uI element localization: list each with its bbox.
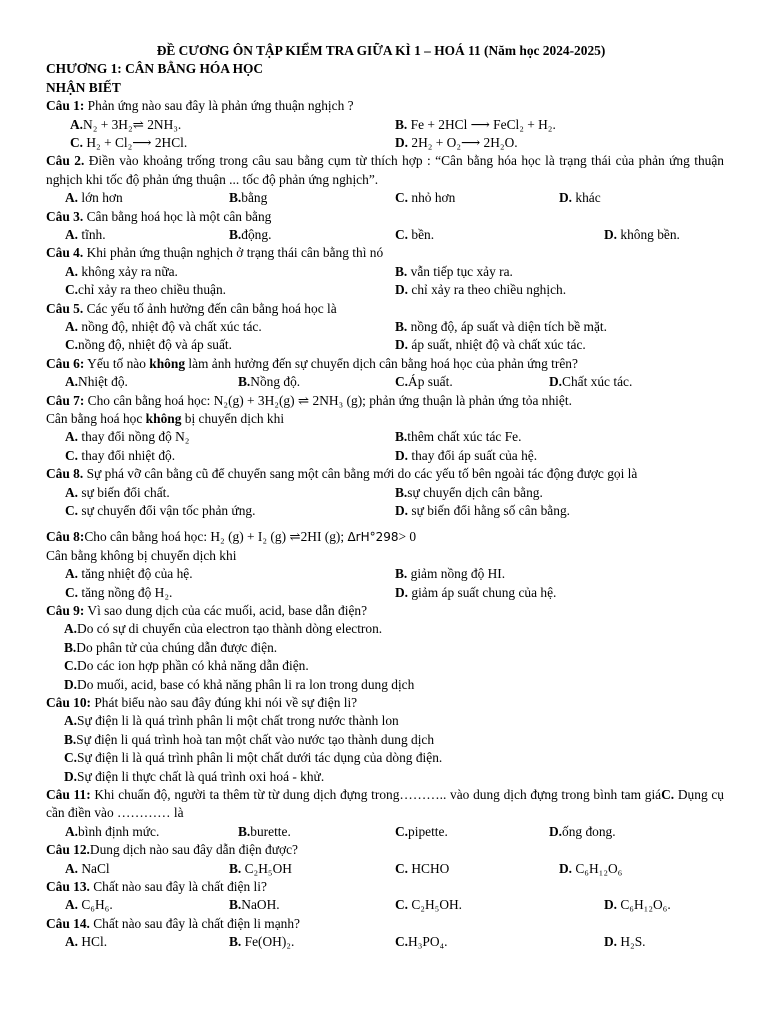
option-d-text: C₆H₁₂O₆	[572, 860, 623, 876]
option-d-label: D.	[395, 447, 409, 463]
option-a-text: tăng nhiệt độ của hệ.	[78, 566, 193, 582]
option-a-text: tĩnh.	[78, 227, 106, 243]
question-label: Câu 9:	[46, 602, 85, 618]
option-c-label: C.	[65, 447, 79, 463]
option-c-text: H₃PO₄.	[408, 934, 448, 950]
option-d-text: không bền.	[617, 227, 680, 243]
option-c-text: nồng độ, nhiệt độ và áp suất.	[78, 337, 232, 353]
option-a-label: A.	[65, 190, 79, 206]
question-text: Khi phản ứng thuận nghịch ở trạng thái cân bằng thì nó	[83, 245, 384, 261]
option-b-text: động.	[241, 227, 272, 243]
options-row	[46, 584, 724, 602]
option-a-text: thay đổi nồng độ N₂	[78, 429, 190, 445]
question-14	[46, 915, 724, 933]
question-label: Câu 8.	[46, 466, 84, 482]
options-row	[46, 281, 724, 299]
question-13	[46, 878, 724, 896]
question-emphasis: không	[149, 355, 186, 371]
option-b-text: NaOH.	[241, 897, 280, 913]
option-a-label: A.	[65, 934, 79, 950]
option-b	[46, 639, 724, 657]
option-b-text: sự chuyển dịch cân bằng.	[407, 484, 543, 500]
option-b-label: B.	[64, 639, 77, 655]
option-c-label: C.	[395, 934, 409, 950]
option-d-label: D.	[604, 897, 618, 913]
option-a	[46, 620, 724, 638]
option-c-label: C.	[65, 337, 79, 353]
option-a-text: C₆H₆.	[78, 897, 113, 913]
option-b-label: B.	[395, 319, 408, 334]
option-d-label: D.	[395, 502, 409, 518]
option-c	[46, 657, 724, 675]
option-c-label: C.	[395, 190, 409, 206]
option-b-label: B.	[395, 484, 408, 500]
option-a-label: A.	[64, 713, 78, 729]
option-d-label: D.	[64, 676, 78, 692]
question-label: Câu 11:	[46, 787, 91, 803]
document-page	[46, 42, 724, 952]
option-c-text: tăng nồng độ H₂.	[78, 584, 173, 600]
option-a-label: A.	[65, 319, 79, 334]
option-b-text: Sự điện li quá trình hoà tan một chất vào nước tạo thành dung dịch	[76, 731, 435, 747]
option-b	[46, 731, 724, 749]
option-d-label: D.	[549, 374, 563, 390]
options-row	[46, 134, 724, 152]
question-text: Dụng cụ cần điền vào ………… là	[46, 787, 724, 821]
option-d-text: C₆H₁₂O₆.	[617, 897, 671, 913]
option-a-text: N₂ + 3H₂⇌ 2NH₃.	[83, 116, 182, 132]
option-d-label: D.	[559, 190, 573, 206]
options-row	[46, 933, 724, 951]
option-c-label: C.	[65, 584, 79, 600]
option-d-text: 2H₂ + O₂⟶ 2H₂O.	[408, 135, 518, 151]
option-b-text: Fe + 2HCl ⟶ FeCl₂ + H₂.	[407, 116, 556, 132]
option-b-label: B.	[238, 374, 251, 390]
question-label: Câu 5.	[46, 300, 84, 316]
question-text: Chất nào sau đây là chất điện li?	[89, 879, 267, 895]
question-8	[46, 465, 724, 483]
option-a-text: lớn hơn	[78, 190, 123, 206]
option-a-label: A.	[70, 116, 84, 132]
enthalpy-symbol: ΔrH°298	[347, 530, 399, 545]
option-c-label: C.	[395, 823, 409, 839]
level-heading: NHẬN BIẾT	[46, 79, 121, 95]
options-row	[46, 263, 724, 281]
option-b-text: thêm chất xúc tác Fe.	[407, 429, 522, 445]
option-d-text: H₂S.	[617, 934, 646, 950]
question-1	[46, 97, 724, 115]
options-row	[46, 502, 724, 520]
option-b-label: B.	[395, 116, 408, 132]
option-c-label: C.	[70, 135, 84, 151]
option-d-text: ống đong.	[562, 823, 616, 839]
question-7-continued	[46, 410, 724, 428]
option-d-text: Chất xúc tác.	[562, 374, 633, 390]
option-b-label: B.	[229, 860, 242, 876]
option-a-text: Do có sự di chuyển của electron tạo thành dòng electron.	[77, 621, 383, 637]
option-b-label: B.	[238, 823, 251, 839]
chapter-heading: CHƯƠNG 1: CÂN BẰNG HÓA HỌC	[46, 61, 264, 77]
options-row	[46, 428, 724, 446]
option-c-label: C.	[65, 282, 79, 298]
option-d-label: D.	[559, 860, 573, 876]
option-d-label: D.	[64, 768, 78, 784]
enthalpy-sign: > 0	[398, 529, 417, 545]
options-row	[46, 189, 724, 207]
option-a-label: A.	[65, 860, 79, 876]
question-text: Cho cân bằng hoá học: N₂(g) + 3H₂(g) ⇌ 2NH₃ (g); phản ứng thuận là phản ứng tỏa nhiệt.	[84, 392, 572, 408]
option-d-text: sự biến đổi hằng số cân bằng.	[408, 502, 570, 518]
option-d	[46, 768, 724, 786]
options-row	[46, 318, 724, 336]
option-a-label: A.	[65, 823, 79, 839]
options-row	[46, 823, 724, 841]
option-c-label: C.	[64, 658, 78, 674]
option-a-text: Nhiệt độ.	[78, 374, 128, 390]
option-b-text: burette.	[250, 823, 291, 839]
option-a-text: Sự điện li là quá trình phân li một chất trong nước thành lon	[77, 713, 399, 729]
question-label: Câu 10:	[46, 694, 92, 710]
option-a-label: A.	[65, 429, 79, 445]
option-b-label: B.	[229, 897, 242, 913]
question-text: bị chuyển dịch khi	[181, 410, 285, 426]
option-a-text: nồng độ, nhiệt độ và chất xúc tác.	[78, 319, 262, 334]
option-b-label: B.	[395, 263, 408, 279]
option-a-label: A.	[65, 897, 79, 913]
option-b-text: giảm nồng độ HI.	[407, 566, 506, 582]
options-row	[46, 226, 724, 244]
option-c-text: pipette.	[408, 823, 448, 839]
option-a-label: A.	[65, 374, 79, 390]
option-d-label: D.	[549, 823, 563, 839]
option-a-label: A.	[64, 621, 78, 637]
option-b-text: Fe(OH)₂.	[241, 934, 295, 950]
option-a-text: không xảy ra nữa.	[78, 263, 178, 279]
option-c-label: C.	[395, 860, 409, 876]
option-b-label: B.	[64, 731, 77, 747]
question-label: Câu 13.	[46, 879, 90, 895]
option-b-label: B.	[395, 566, 408, 582]
question-label: Câu 12.	[46, 842, 90, 858]
option-c-text: Sự điện li là quá trình phân li một chất dưới tác dụng của dòng điện.	[77, 750, 443, 766]
option-c-label: C.	[64, 750, 78, 766]
question-label: Câu 7:	[46, 392, 85, 408]
option-b-label: B.	[395, 429, 408, 445]
question-text: Các yếu tố ảnh hưởng đến cân bằng hoá học là	[83, 300, 337, 316]
question-5	[46, 300, 724, 318]
option-b-text: C₂H₅OH	[241, 860, 292, 876]
question-label: Câu 2.	[46, 153, 85, 169]
option-a-text: HCl.	[78, 934, 108, 950]
option-a-label: A.	[65, 263, 79, 279]
option-d-label: D.	[604, 227, 618, 243]
question-10	[46, 694, 724, 712]
question-label: Câu 4.	[46, 245, 84, 261]
option-b-label: B.	[229, 227, 242, 243]
option-c-text: bền.	[408, 227, 435, 243]
question-7	[46, 392, 724, 410]
option-c-text: Do các ion hợp phần có khả năng dẫn điện.	[77, 658, 309, 674]
question-text: Phát biểu nào sau đây đúng khi nói về sự điện li?	[91, 694, 358, 710]
question-text: Vì sao dung dịch của các muối, acid, base dẫn điện?	[84, 602, 368, 618]
option-a-text: NaCl	[78, 860, 110, 876]
option-c-text: H₂ + Cl₂⟶ 2HCl.	[83, 135, 188, 151]
options-row	[46, 860, 724, 878]
question-12	[46, 841, 724, 859]
option-d	[46, 676, 724, 694]
option-c-text: chỉ xảy ra theo chiều thuận.	[78, 282, 227, 298]
option-c-label: C.	[65, 502, 79, 518]
option-b-label: B.	[229, 190, 242, 206]
question-text: Khi chuẩn độ, người ta thêm từ từ dung dịch đựng trong……….. vào dung dịch đựng trong bình tam giá	[90, 787, 662, 803]
question-label: Câu 8:	[46, 529, 85, 545]
option-c-label: C.	[395, 897, 409, 913]
option-a-text: sự biến đổi chất.	[78, 484, 170, 500]
option-d-text: chỉ xảy ra theo chiều nghịch.	[408, 282, 567, 298]
options-row	[46, 484, 724, 502]
option-d-text: Do muối, acid, base có khả năng phân li ra lon trong dung dịch	[77, 676, 415, 692]
question-6	[46, 355, 724, 373]
option-a-label: A.	[65, 484, 79, 500]
question-text: Điền vào khoảng trống trong câu sau bằng cụm từ thích hợp : “Cân bằng hóa học là trạng thái của phản ứng thuận nghịch khi tốc độ phản ứng thuận ... tốc độ phản ứng nghịch”.	[46, 153, 724, 187]
question-text: Yếu tố nào	[84, 355, 150, 371]
option-a-text: bình định mức.	[78, 823, 160, 839]
question-9	[46, 602, 724, 620]
question-emphasis: không	[145, 410, 182, 426]
option-b-text: bằng	[241, 190, 268, 206]
option-c-text: Áp suất.	[408, 374, 453, 390]
option-d-label: D.	[395, 584, 409, 600]
question-text: Cân bằng hoá học	[46, 410, 146, 426]
options-row	[46, 373, 724, 391]
question-text: Dung dịch nào sau đây dẫn điện được?	[89, 842, 298, 858]
question-text: Cân bằng hoá học là một cân bằng	[83, 208, 272, 224]
options-row	[46, 896, 724, 914]
option-b-text: Nồng độ.	[250, 374, 301, 390]
question-text: Phản ứng nào sau đây là phản ứng thuận nghịch ?	[84, 98, 354, 114]
option-b-text: vẫn tiếp tục xảy ra.	[407, 263, 513, 279]
option-d-text: giảm áp suất chung của hệ.	[408, 584, 557, 600]
option-d-label: D.	[395, 337, 409, 353]
options-row	[46, 116, 724, 134]
option-c-text: HCHO	[408, 860, 450, 876]
option-c-text: C₂H₅OH.	[408, 897, 463, 913]
option-d-label: D.	[395, 282, 409, 298]
option-c-text: sự chuyển đổi vận tốc phản ứng.	[78, 502, 256, 518]
question-4	[46, 244, 724, 262]
question-text: làm ảnh hưởng đến sự chuyển dịch cân bằng hoá học của phản ứng trên?	[185, 355, 578, 371]
options-row	[46, 336, 724, 354]
question-label: Câu 1:	[46, 98, 85, 114]
option-d-label: D.	[604, 934, 618, 950]
option-b-text: Do phân tử của chúng dẫn được điện.	[76, 639, 278, 655]
question-text: Sự phá vỡ cân bằng cũ để chuyển sang một cân bằng mới do các yếu tố bên ngoài tác động được gọi là	[83, 466, 638, 482]
question-label: Câu 3.	[46, 208, 84, 224]
option-c-text: thay đổi nhiệt độ.	[78, 447, 176, 463]
question-8-duplicate-continued: Cân bằng không bị chuyển dịch khi	[46, 547, 237, 563]
option-c-text: nhỏ hơn	[408, 190, 456, 206]
options-row	[46, 565, 724, 583]
question-label: Câu 6:	[46, 355, 85, 371]
option-a-label: A.	[65, 566, 79, 582]
option-a	[46, 712, 724, 730]
option-c	[46, 749, 724, 767]
option-a-label: A.	[65, 227, 79, 243]
question-2	[46, 152, 724, 189]
question-emphasis: C.	[661, 787, 675, 803]
question-11	[46, 786, 724, 823]
question-label: Câu 14.	[46, 915, 90, 931]
option-d-text: áp suất, nhiệt độ và chất xúc tác.	[408, 337, 586, 353]
options-row	[46, 447, 724, 465]
option-d-text: Sự điện li thực chất là quá trình oxi hoá - khử.	[77, 768, 325, 784]
question-text: Cho cân bằng hoá học: H₂ (g) + I₂ (g) ⇌2HI (g);	[84, 529, 348, 545]
option-b-text: nồng độ, áp suất và diện tích bề mặt.	[407, 319, 607, 334]
option-b-label: B.	[229, 934, 242, 950]
question-text: Chất nào sau đây là chất điện li mạnh?	[89, 915, 300, 931]
option-d-label: D.	[395, 135, 409, 151]
option-c-label: C.	[395, 374, 409, 390]
option-c-label: C.	[395, 227, 409, 243]
option-d-text: khác	[572, 190, 601, 206]
question-8-duplicate	[46, 528, 724, 546]
question-3	[46, 208, 724, 226]
document-title: ĐỀ CƯƠNG ÔN TẬP KIỂM TRA GIỮA KÌ 1 – HOÁ 11 (Năm học 2024-2025)	[156, 43, 606, 58]
option-d-text: thay đổi áp suất của hệ.	[408, 447, 538, 463]
